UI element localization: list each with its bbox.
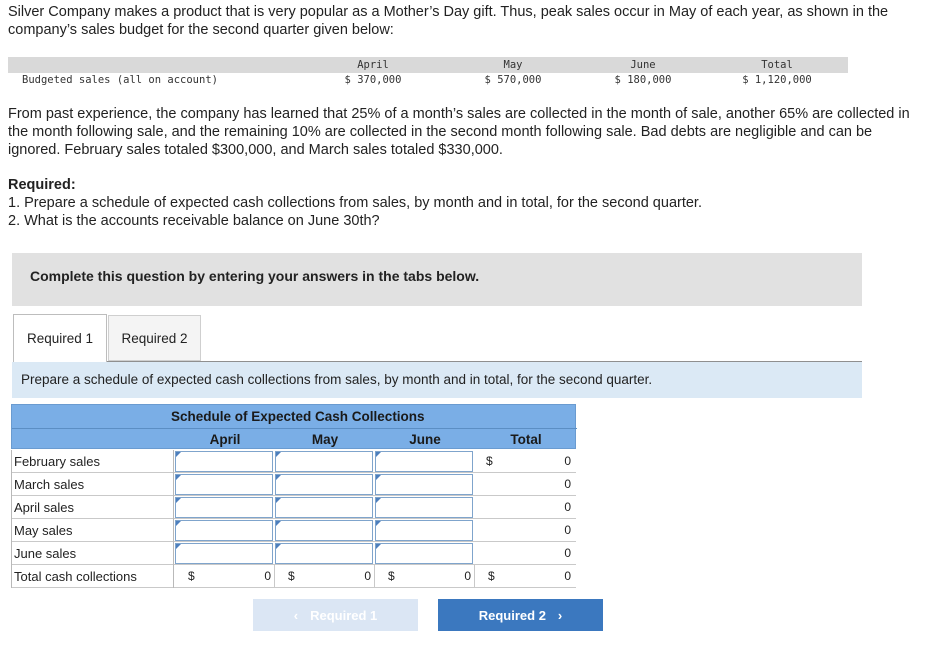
input-march-may[interactable] [275, 474, 373, 495]
collection-paragraph: From past experience, the company has learned that 25% of a month’s sales are collected in the month of sale, another 65% are collected in the month following sale, and the remaining 10% are collected in the second month following sale. Bad debts are negligible and can be ignored. February sales totaled $300,000, and March sales totaled $330,000. [8, 106, 910, 158]
instructions-box [12, 253, 862, 306]
row-total: 0 [564, 500, 571, 514]
required-title: Required: [8, 177, 76, 193]
table-row-total [11, 565, 576, 588]
dollar-sign: $ [188, 569, 195, 583]
total-total: 0 [564, 569, 571, 583]
schedule-header-divider [12, 428, 577, 429]
col-header-may: May [311, 432, 339, 447]
input-may-april[interactable] [175, 520, 273, 541]
budget-val-june: $ 180,000 [614, 74, 672, 86]
cell-divider [374, 565, 375, 588]
next-button-label: Required 2 [478, 607, 546, 623]
input-february-april[interactable] [175, 451, 273, 472]
input-april-may[interactable] [275, 497, 373, 518]
input-february-may[interactable] [275, 451, 373, 472]
input-june-may[interactable] [275, 543, 373, 564]
col-header-total: Total [510, 432, 542, 447]
cell-divider [274, 565, 275, 588]
problem-intro: Silver Company makes a product that is very popular as a Mother’s Day gift. Thus, peak sales occur in May of each year, as shown in the company’s sales budget for the second quarter given below: [8, 4, 889, 38]
row-total: 0 [564, 454, 571, 468]
dollar-sign: $ [288, 569, 295, 583]
input-february-june[interactable] [375, 451, 473, 472]
dollar-sign: $ [488, 569, 495, 583]
budget-col-april: April [357, 59, 389, 71]
total-april: 0 [264, 569, 271, 583]
budget-val-total: $ 1,120,000 [742, 74, 812, 86]
dollar-sign: $ [486, 454, 493, 468]
budget-val-april: $ 370,000 [344, 74, 402, 86]
row-label: Total cash collections [14, 569, 137, 584]
required-item-2: 2. What is the accounts receivable balance on June 30th? [8, 213, 380, 229]
total-may: 0 [364, 569, 371, 583]
input-april-june[interactable] [375, 497, 473, 518]
dollar-sign: $ [388, 569, 395, 583]
input-march-april[interactable] [175, 474, 273, 495]
cell-divider [474, 565, 475, 588]
table-row-april [11, 496, 576, 519]
row-label: March sales [14, 477, 85, 492]
input-june-june[interactable] [375, 543, 473, 564]
table-row-may [11, 519, 576, 542]
budget-row-label: Budgeted sales (all on account) [22, 74, 218, 86]
chevron-right-icon: › [557, 607, 563, 623]
budget-col-may: May [503, 59, 523, 71]
prev-button-label: Required 1 [310, 607, 378, 623]
instructions-text: Complete this question by entering your answers in the tabs below. [30, 268, 480, 284]
schedule-title: Schedule of Expected Cash Collections [171, 409, 425, 424]
row-label: May sales [14, 523, 73, 538]
table-row-march [11, 473, 576, 496]
row-label: February sales [14, 454, 100, 469]
budget-val-may: $ 570,000 [484, 74, 542, 86]
table-row-june [11, 542, 576, 565]
schedule-header [11, 404, 576, 449]
input-may-june[interactable] [375, 520, 473, 541]
sales-budget-table [8, 57, 848, 90]
tab-required-2[interactable]: Required 2 [108, 315, 201, 361]
chevron-left-icon: ‹ [293, 607, 299, 623]
input-april-april[interactable] [175, 497, 273, 518]
budget-col-total: Total [761, 59, 793, 71]
row-label: June sales [14, 546, 77, 561]
input-may-may[interactable] [275, 520, 373, 541]
row-label: April sales [14, 500, 74, 515]
col-header-april: April [209, 432, 241, 447]
tab-required-1[interactable]: Required 1 [13, 314, 107, 362]
required-item-1: 1. Prepare a schedule of expected cash collections from sales, by month and in total, for the second quarter. [8, 195, 702, 211]
input-june-april[interactable] [175, 543, 273, 564]
row-total: 0 [564, 477, 571, 491]
prev-required-button[interactable] [253, 599, 418, 631]
next-required-button[interactable] [438, 599, 603, 631]
input-march-june[interactable] [375, 474, 473, 495]
prepare-text: Prepare a schedule of expected cash collections from sales, by month and in total, for the second quarter. [21, 372, 653, 387]
row-total: 0 [564, 523, 571, 537]
total-june: 0 [464, 569, 471, 583]
budget-col-june: June [630, 59, 656, 71]
table-row-february [11, 450, 576, 473]
col-header-june: June [409, 432, 441, 447]
row-total: 0 [564, 546, 571, 560]
prepare-banner [12, 362, 862, 398]
